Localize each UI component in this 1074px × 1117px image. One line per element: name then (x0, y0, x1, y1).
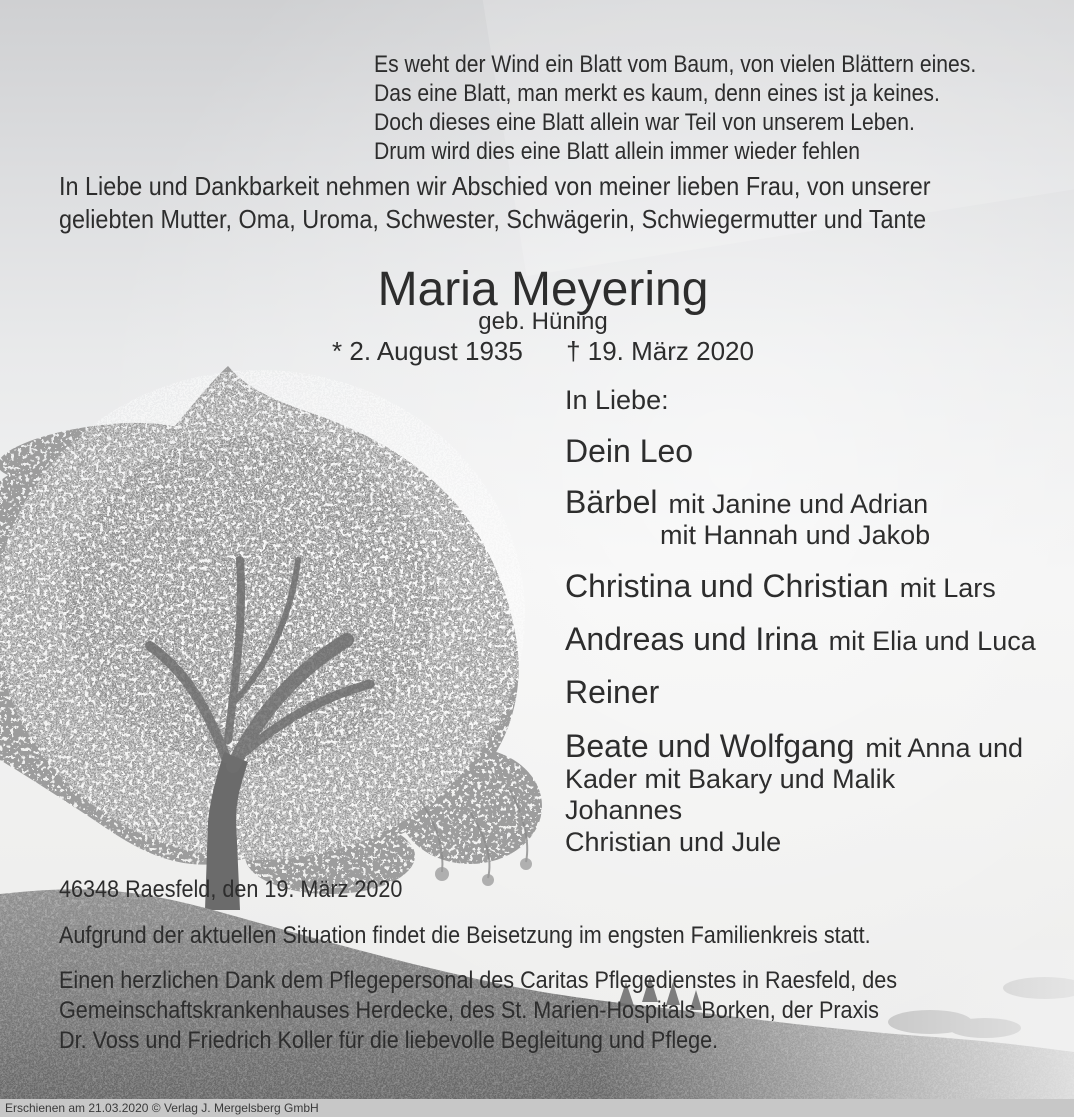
mourner-name: Andreas und Irina (565, 621, 818, 657)
place-date: 46348 Raesfeld, den 19. März 2020 (59, 876, 403, 903)
mourner-line: Johannes (565, 795, 683, 825)
thanks-line: Gemeinschaftskrankenhauses Herdecke, des St. Marien-Hospitals Borken, der Praxis (59, 997, 879, 1024)
poem-line: Es weht der Wind ein Blatt vom Baum, von vielen Blättern eines. (374, 51, 977, 78)
mourner-with: mit Janine und Adrian (668, 489, 929, 519)
mourner-name: Reiner (565, 674, 660, 710)
mourner-name: Bärbel (565, 484, 658, 520)
mourner-line: mit Hannah und Jakob (660, 520, 931, 550)
poem (374, 50, 1058, 166)
deceased-name: Maria Meyering (377, 263, 709, 316)
mourner-with: mit Lars (899, 573, 996, 603)
thanks-line: Einen herzlichen Dank dem Pflegepersonal des Caritas Pflegedienstes in Raesfeld, des (59, 967, 898, 994)
birth-date: * 2. August 1935 (332, 336, 523, 366)
poem-line: Das eine Blatt, man merkt es kaum, denn eines ist ja keines. (374, 80, 940, 107)
intro-line: geliebten Mutter, Oma, Uroma, Schwester, Schwägerin, Schwiegermutter und Tante (59, 204, 927, 234)
mourner-line (565, 484, 928, 521)
mourner-line (565, 568, 996, 605)
tree-blossoms (0, 370, 525, 860)
maiden-name: geb. Hüning (478, 308, 608, 335)
poem-line: Drum wird dies eine Blatt allein immer wieder fehlen (374, 138, 860, 165)
intro-text (59, 170, 1027, 236)
publisher-bar (0, 1099, 1074, 1117)
publisher-note: Erschienen am 21.03.2020 © Verlag J. Mergelsberg GmbH (5, 1101, 319, 1115)
poem-line: Doch dieses eine Blatt allein war Teil von unserem Leben. (374, 109, 915, 136)
mourner-line (565, 674, 659, 711)
thanks-paragraph (59, 966, 990, 1056)
mourner-line (565, 728, 1023, 765)
mourner-with: mit Elia und Luca (828, 626, 1036, 656)
life-dates (0, 337, 1074, 367)
mourner-name: Dein Leo (565, 433, 694, 469)
mourner-line: Christian und Jule (565, 827, 782, 857)
mourner-name: Christina und Christian (565, 568, 889, 604)
mourner-line (565, 433, 704, 470)
funeral-note: Aufgrund der aktuellen Situation findet die Beisetzung im engsten Familienkreis statt. (59, 922, 871, 949)
in-love-label: In Liebe: (565, 385, 669, 415)
mourner-name: Beate und Wolfgang (565, 728, 855, 764)
death-date: † 19. März 2020 (566, 336, 754, 366)
thanks-line: Dr. Voss und Friedrich Koller für die liebevolle Begleitung und Pflege. (59, 1027, 719, 1054)
mourner-line: Kader mit Bakary und Malik (565, 764, 896, 794)
mourner-line (565, 621, 1036, 658)
intro-line: In Liebe und Dankbarkeit nehmen wir Abschied von meiner lieben Frau, von unserer (59, 171, 931, 201)
mourner-with: mit Anna und (865, 733, 1024, 763)
